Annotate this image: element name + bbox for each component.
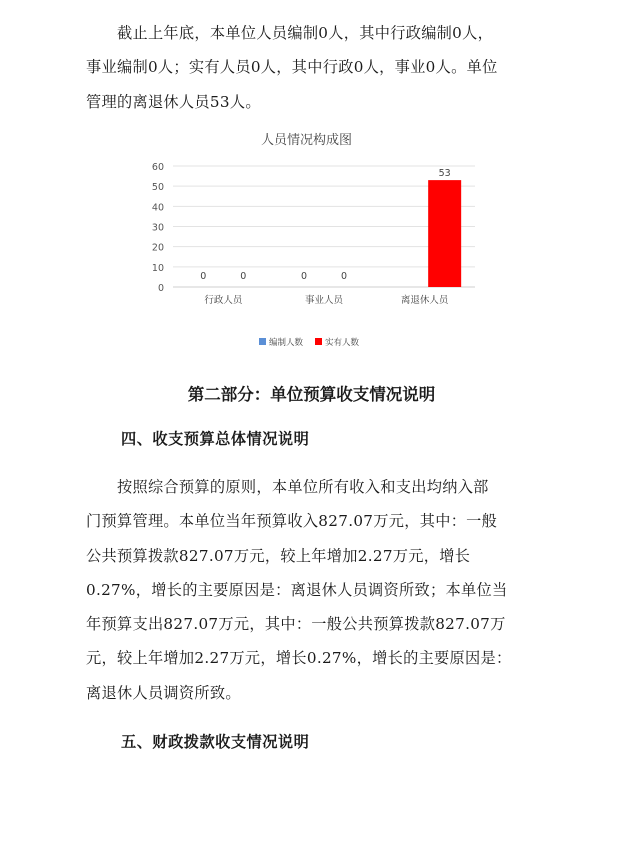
data-label: 0 [340,271,348,282]
data-label: 0 [300,271,308,282]
staff-bar-chart [140,150,480,360]
paragraph-line: 离退休人员调资所致。 [86,683,241,702]
paragraph-line: 管理的离退休人员53人。 [86,92,261,111]
y-tick-label: 30 [151,222,164,234]
chart-title: 人员情况构成图 [261,133,353,148]
y-tick-label: 60 [151,162,164,173]
paragraph-line: 年预算支出827.07万元，其中：一般公共预算拨款827.07万 [86,615,506,634]
legend-label: 编制人数 [269,338,304,348]
y-tick-label: 10 [151,262,164,274]
data-label: 0 [240,271,247,282]
x-tick-label: 离退休人员 [400,295,449,306]
paragraph-line: 事业编制0人；实有人员0人，其中行政0人，事业0人。单位 [86,58,498,77]
legend-swatch [315,338,322,345]
paragraph-budget [86,470,556,710]
paragraph-line: 按照综合预算的原则，本单位所有收入和支出均纳入部 [86,478,489,496]
y-tick-label: 0 [157,283,164,294]
paragraph-staffing [86,16,556,119]
legend-label: 实有人数 [325,338,360,348]
x-tick-label: 行政人员 [204,295,243,306]
paragraph-line: 公共预算拨款827.07万元，较上年增加2.27万元，增长 [86,546,471,565]
section-title: 第二部分：单位预算收支情况说明 [187,385,436,404]
data-label: 53 [438,168,451,180]
paragraph-line: 截止上年底，本单位人员编制0人，其中行政编制0人， [86,24,494,42]
legend-swatch [259,338,266,345]
bar-actual [428,180,461,287]
y-tick-label: 40 [151,202,164,214]
heading-budget-overview: 四、收支预算总体情况说明 [121,430,310,448]
x-tick-label: 事业人员 [304,295,344,306]
paragraph-line: 元，较上年增加2.27万元，增长0.27%，增长的主要原因是： [86,649,512,668]
y-tick-label: 20 [151,242,164,254]
y-tick-label: 50 [151,182,164,194]
data-label: 0 [200,271,207,282]
heading-fiscal-allocation: 五、财政拨款收支情况说明 [121,733,310,751]
paragraph-line: 门预算管理。本单位当年预算收入827.07万元，其中：一般 [86,512,498,531]
paragraph-line: 0.27%，增长的主要原因是：离退休人员调资所致；本单位当 [86,580,508,599]
